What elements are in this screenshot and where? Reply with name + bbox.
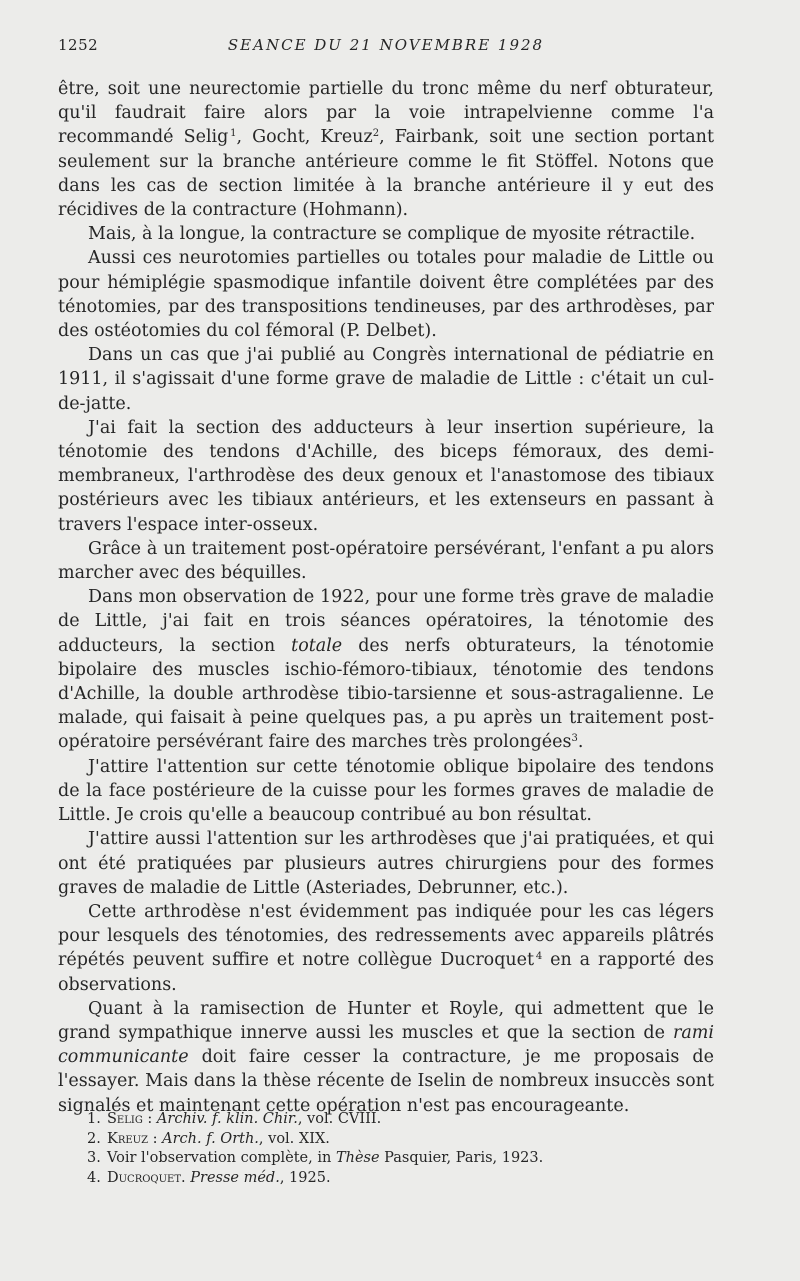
paragraph-10-text-b: en a rapporté des observations. [58, 950, 714, 995]
footnote-number: 3. [87, 1150, 101, 1166]
footnote-rest: , 1925. [279, 1169, 331, 1186]
footnote-author: Ducroquet [107, 1169, 182, 1186]
footnote-number: 4. [87, 1169, 101, 1186]
paragraph-4: Dans un cas que j'ai publié au Congrès international de pédiatrie en 1911, il s'agissait d'une forme grave de maladie de Little : c'était un cul-de-jatte. [58, 345, 714, 414]
footnote-rest: , vol. CVIII. [297, 1111, 382, 1127]
running-title: SEANCE DU 21 NOVEMBRE 1928 [227, 36, 545, 54]
paragraph-7-text-b: des nerfs obturateurs, la ténotomie bipolaire des muscles ischio-fémoro-tibiaux, ténotomie des tendons d'Achille, la double arthrodèse tibio-tarsienne et sous-astragalienne. Le malade, qui faisait à peine quelques pas, a pu après un traitement post-opératoire persévérant faire des marches très prolongées [58, 635, 714, 753]
footnote-number: 2. [87, 1130, 101, 1147]
paragraph-1-text-a: être, soit une neurectomie partielle du tronc même du nerf obturateur, qu'il faudrait faire alors par la voie intrapelvienne comme l'a recommandé Selig [58, 79, 714, 148]
footnote-author: Selig [107, 1111, 143, 1127]
page-number: 1252 [58, 36, 99, 54]
footnote-ref-2: 2 [372, 128, 380, 140]
paragraph-11-text-a: Quant à la ramisection de Hunter et Royle, qui admettent que le grand sympathique innerve aussi les muscles et que la section de [58, 998, 714, 1043]
paragraph-11-text-b: doit faire cesser la contracture, je me proposais de l'essayer. Mais dans la thèse récente de Iselin de nombreux insuccès sont signalés et maintenant cette opération n'est pas encourageante. [58, 1047, 714, 1116]
paragraph-5: J'ai fait la section des adducteurs à leur insertion supérieure, la ténotomie des tendons d'Achille, des biceps fémoraux, des demi-membraneux, l'arthrodèse des deux genoux et l'anastomose des tibiaux postérieurs avec les tibiaux antérieurs, et les extenseurs en passant à travers l'espace inter-osseux. [58, 417, 714, 535]
footnote-1 [87, 1110, 687, 1130]
footnote-2 [87, 1130, 687, 1150]
footnote-rest: , vol. XIX. [258, 1130, 330, 1147]
footnote-work: Archiv. f. klin. Chir. [156, 1111, 298, 1127]
paragraph-8: J'attire l'attention sur cette ténotomie oblique bipolaire des tendons de la face postérieure de la cuisse pour les formes graves de maladie de Little. Je crois qu'elle a beaucoup contribué au bon résultat. [58, 756, 714, 826]
paragraph-2: Mais, à la longue, la contracture se complique de myosite rétractile. [88, 224, 696, 245]
paragraph-9: J'attire aussi l'attention sur les arthrodèses que j'ai pratiquées, et qui ont été pratiquées par plusieurs autres chirurgiens pour des formes graves de maladie de Little (Asteriades, Debrunner, etc.). [58, 829, 714, 898]
footnote-work: Thèse [335, 1150, 380, 1166]
paragraph-3: Aussi ces neurotomies partielles ou totales pour maladie de Little ou pour hémiplégie spasmodique infantile doivent être complétées par des ténotomies, par des transpositions tendineuses, par des arthrodèses, par des ostéotomies du col fémoral (P. Delbet). [58, 248, 714, 342]
footnote-separator: . [181, 1169, 191, 1186]
paragraph-7-text-a: Dans mon observation de 1922, pour une forme très grave de maladie de Little, j'ai fait en trois séances opératoires, la ténotomie des adducteurs, la section [58, 587, 714, 656]
footnote-prefix: Voir l'observation complète, in [107, 1150, 336, 1166]
running-header [58, 36, 714, 56]
footnote-separator: : [142, 1111, 157, 1127]
footnote-work: Presse méd. [190, 1169, 280, 1186]
footnote-number: 1. [87, 1111, 101, 1127]
paragraph-11-emphasis: rami communicante [58, 1022, 714, 1068]
footnote-4 [87, 1169, 687, 1189]
paragraph-1 [58, 77, 714, 222]
paragraph-7-text-c: . [577, 732, 584, 753]
paragraph-7-emphasis: totale [291, 635, 343, 656]
footnotes [87, 1110, 687, 1188]
paragraph-6: Grâce à un traitement post-opératoire persévérant, l'enfant a pu alors marcher avec des béquilles. [58, 538, 714, 584]
footnote-author: Kreuz [107, 1130, 149, 1147]
paragraph-1-text-c: , Fairbank, soit une section portant seulement sur la branche antérieure comme le fit Stöffel. Notons que dans les cas de section limitée à la branche antérieure il y eut des récidives de la contracture (Hohmann). [58, 127, 714, 221]
footnote-work: Arch. f. Orth. [162, 1130, 259, 1147]
paragraph-1-text-b: , Gocht, Kreuz [236, 127, 373, 148]
footnote-rest: Pasquier, Paris, 1923. [379, 1150, 544, 1166]
paragraph-11 [58, 997, 714, 1118]
body-text [58, 77, 714, 1118]
footnote-ref-4: 4 [535, 951, 543, 963]
paragraph-10 [58, 900, 714, 997]
footnote-ref-3: 3 [571, 733, 578, 745]
paragraph-7 [58, 585, 714, 754]
footnote-separator: : [148, 1130, 163, 1147]
footnote-ref-1: 1 [230, 128, 237, 140]
footnote-3 [87, 1149, 687, 1169]
paragraph-10-text-a: Cette arthrodèse n'est évidemment pas indiquée pour les cas légers pour lesquels des ténotomies, des redressements avec appareils plâtrés répétés peuvent suffire et notre collègue Ducroquet [58, 901, 714, 971]
